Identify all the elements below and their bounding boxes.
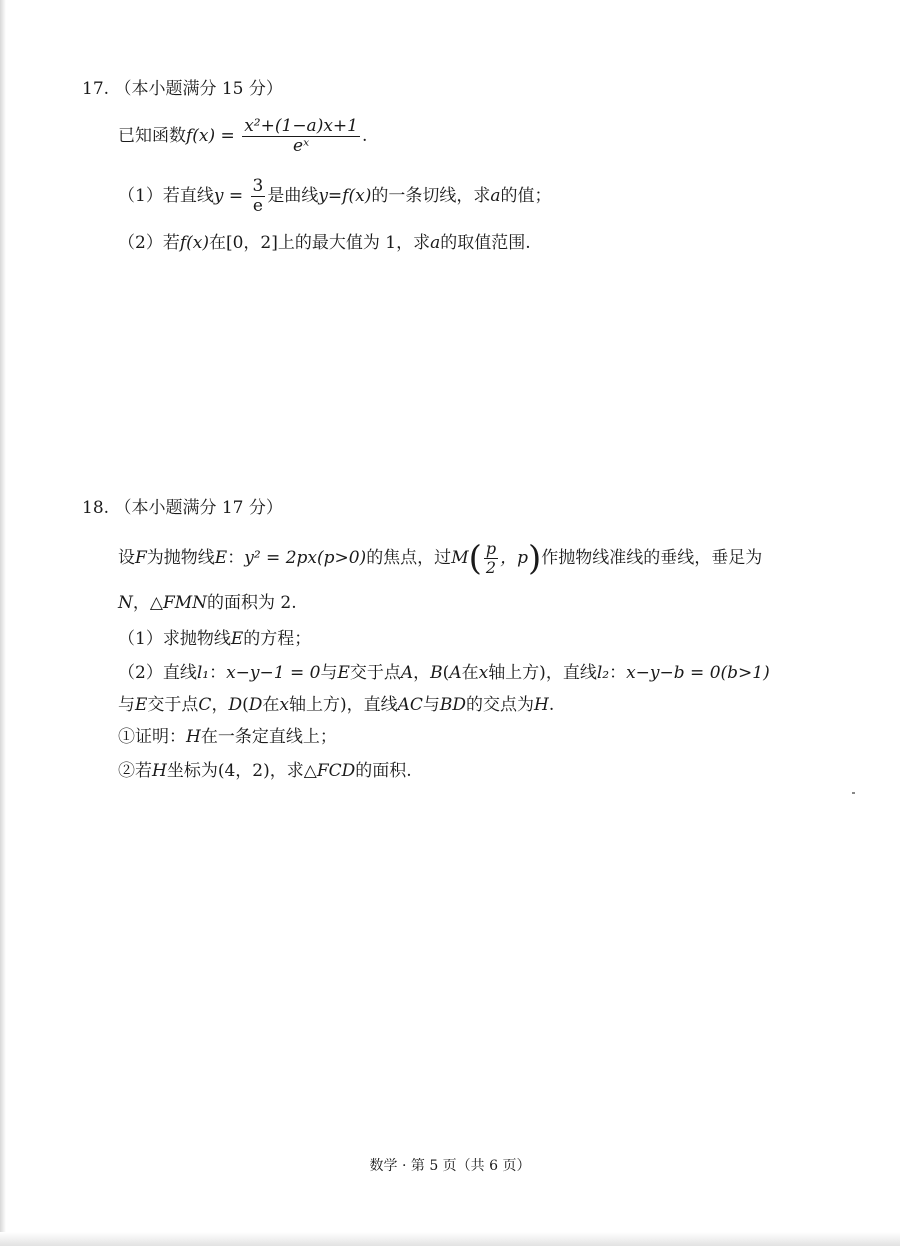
q18-c1-b: 在一条定直线上； <box>200 727 337 747</box>
q18-p2-a: （2）直线 <box>118 663 197 683</box>
q17-p1-text-a: 若直线 <box>162 186 214 206</box>
q18-p3-C: C <box>198 695 212 715</box>
q18-claim1 <box>118 726 337 748</box>
q18-p3-b: 交于点 <box>147 695 199 715</box>
q18-s1-E: E <box>214 548 228 568</box>
q17-p2-fx: f(x) <box>179 233 209 253</box>
scan-speck <box>852 792 855 794</box>
q17-p1-text-c: 的一条切线，求 <box>371 186 491 206</box>
q18-s2-b: 的面积为 2. <box>207 593 297 613</box>
q18-part2-line1 <box>118 662 770 684</box>
q18-p2-l1: l₁ <box>196 663 210 683</box>
q18-p3-AC: AC <box>397 695 423 715</box>
q18-p2-B: B <box>430 663 443 683</box>
q18-p3-f: 轴上方)，直线 <box>288 695 398 715</box>
q18-p1-E: E <box>230 629 244 649</box>
q17-p2-text-a: 若 <box>162 233 180 253</box>
q18-p2-e: ， <box>413 663 431 683</box>
q18-p3-E: E <box>135 695 148 715</box>
q18-p2-g: 在 <box>461 663 479 683</box>
q18-p3-d: ( <box>242 695 249 715</box>
page-footer: 数学 · 第 5 页（共 6 页） <box>369 1158 531 1174</box>
q17-p1-y: y <box>213 186 224 206</box>
q18-p1-end: 的方程； <box>243 629 312 649</box>
q18-p2-l2: l₂ <box>596 663 610 683</box>
q18-c2-FCD: FCD <box>316 761 356 781</box>
q17-header: 17. （本小题满分 15 分） <box>82 79 283 99</box>
q18-p3-x: x <box>279 695 289 715</box>
q18-c2-a: ②若 <box>118 761 152 781</box>
q17-intro-pre: 已知函数 <box>118 126 186 146</box>
q18-p3-D2: D <box>248 695 263 715</box>
q18-p2-E: E <box>337 663 350 683</box>
scan-edge <box>0 0 6 1246</box>
q18-c2-b: 坐标为(4，2)，求△ <box>166 761 317 781</box>
q18-p2-i: ： <box>609 663 627 683</box>
q18-part2-line2 <box>118 694 554 716</box>
q18-s1-fraction <box>484 540 498 577</box>
q18-s1-e: 作抛物线准线的垂线，垂足为 <box>541 548 763 568</box>
q18-p3-H: H <box>534 695 549 715</box>
q17-eq: = <box>215 126 241 146</box>
q18-c2-c: 的面积. <box>355 761 412 781</box>
q18-s1-eq: y² = 2px(p>0) <box>244 548 367 568</box>
q17-fx: f(x) <box>186 126 216 146</box>
q18-part1 <box>118 628 311 650</box>
q18-claim2 <box>118 760 412 782</box>
q17-fraction <box>242 117 360 156</box>
q17-p1-num: 3 <box>252 176 264 196</box>
q18-s1-M: M <box>451 548 469 568</box>
q18-s1-a: 设 <box>118 548 135 568</box>
q18-stem-1: 设F为抛物线E：y² = 2px(p>0)的焦点，过M( $\frac{p}{2}$ ，p)作抛物线准线的垂线，垂足为 <box>118 538 763 579</box>
q18-stem-2 <box>118 592 297 614</box>
q18-s2-FMN: FMN <box>162 593 208 613</box>
q17-p1-curve: y=f(x) <box>318 186 372 206</box>
q18-header: 18. （本小题满分 17 分） <box>82 498 283 518</box>
q18-s2-N: N <box>118 593 133 613</box>
q18-p1-text: （1）求抛物线 <box>118 629 231 649</box>
q17-intro <box>118 116 367 156</box>
q18-c1-H: H <box>186 727 201 747</box>
q18-p2-d: 交于点 <box>349 663 401 683</box>
q18-p3-a: 与 <box>118 695 135 715</box>
q18-c2-H: H <box>152 761 167 781</box>
q17-p2-var-a: a <box>430 233 441 253</box>
q18-p2-A2: A <box>449 663 462 683</box>
q18-p2-eq1: x−y−1 = 0 <box>226 663 321 683</box>
q17-p1-text-b: 是曲线 <box>267 186 319 206</box>
scan-edge-bottom <box>0 1232 900 1246</box>
q18-s1-pden: 2 <box>485 558 497 577</box>
q18-p3-i: . <box>548 695 555 715</box>
q17-p1-den: e <box>252 196 263 216</box>
q18-p2-h: 轴上方)，直线 <box>488 663 597 683</box>
q17-p2-label: （2） <box>118 233 163 253</box>
q17-p1-var-a: a <box>490 186 501 206</box>
q18-s2-a: ，△ <box>132 593 163 613</box>
q18-s1-comma-p: ，p <box>500 548 529 568</box>
q17-p2-text-c: 的取值范围. <box>440 233 531 253</box>
q18-p2-b: ： <box>209 663 227 683</box>
q18-p2-A: A <box>400 663 414 683</box>
q17-frac-den: eˣ <box>293 136 310 156</box>
q18-p2-x: x <box>478 663 489 683</box>
q17-p1-text-d: 的值； <box>500 186 552 206</box>
q17-intro-end: . <box>361 126 368 146</box>
q17-part2 <box>118 232 531 254</box>
q17-part1 <box>118 176 551 216</box>
q18-s1-c: ： <box>227 548 245 568</box>
q18-p3-e: 在 <box>262 695 280 715</box>
q18-p2-eq2: x−y−b = 0(b>1) <box>626 663 770 683</box>
q18-p3-BD: BD <box>439 695 467 715</box>
q17-p1-fraction <box>251 177 266 216</box>
q18-s1-pnum: p <box>485 539 497 558</box>
q18-p2-f: ( <box>442 663 450 683</box>
q18-p3-D: D <box>228 695 243 715</box>
q18-p3-h: 的交点为 <box>466 695 535 715</box>
q17-p1-label: （1） <box>118 186 163 206</box>
q18-p3-c: ， <box>211 695 229 715</box>
q18-c1-a: ①证明： <box>118 727 186 747</box>
q17-p1-eq: = <box>223 186 249 206</box>
q18-s1-b: 为抛物线 <box>146 548 215 568</box>
q18-p2-c: 与 <box>320 663 338 683</box>
q17-p2-text-b: 在[0，2]上的最大值为 1，求 <box>208 233 431 253</box>
q18-s1-F: F <box>135 548 147 568</box>
q18-s1-d: 的焦点，过 <box>366 548 452 568</box>
q17-frac-num: x²+(1−a)x+1 <box>244 116 358 136</box>
q18-p3-g: 与 <box>422 695 440 715</box>
